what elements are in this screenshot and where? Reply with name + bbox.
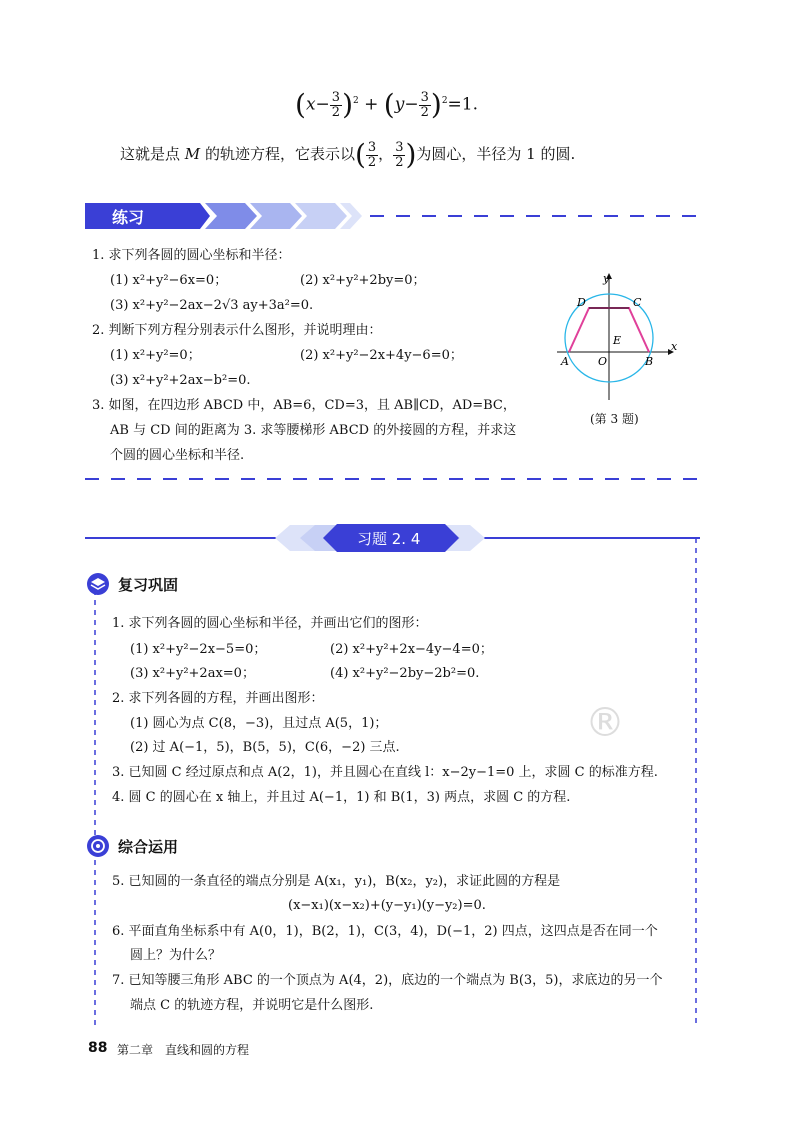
label-D: D [577, 296, 586, 309]
watermark-registered-icon: ® [585, 700, 625, 746]
practice-title: 练习 [112, 208, 145, 227]
target-icon [86, 834, 110, 858]
review-q4: 4. 圆 C 的圆心在 x 轴上，并且过 A(−1，1) 和 B(1，3) 两点，求圆 C 的方程. [112, 790, 571, 805]
review-q1-1: (1) x²+y²−2x−5=0； [130, 642, 267, 657]
apply-q6-line1: 6. 平面直角坐标系中有 A(0，1)，B(2，1)，C(3，4)，D(−1，2) 四点，这四点是否在同一个 [112, 924, 658, 939]
review-q2: 2. 求下列各圆的方程，并画出图形： [112, 691, 324, 706]
trajectory-equation: (x− $\frac{3}{2}$ )$^2$ + (y− $\frac{3}{2}$ )$^2$=1. [295, 88, 479, 121]
exercises-left-border [93, 590, 97, 1028]
review-q2-2: (2) 过 A(−1，5)，B(5，5)，C(6，−2) 三点. [130, 740, 400, 755]
layers-icon [86, 572, 110, 596]
label-x: x [671, 340, 678, 353]
figure-caption: (第 3 题) [590, 412, 639, 426]
review-q1: 1. 求下列各圆的圆心坐标和半径，并画出它们的图形： [112, 616, 428, 631]
conclusion-sentence: 这就是点 M 的轨迹方程，它表示以( $\frac{3}{2}$ ， $\frac{3}{2}$ )为圆心，半径为 1 的圆. [120, 138, 576, 171]
review-q1-4: (4) x²+y²−2by−2b²=0. [330, 666, 480, 681]
practice-divider [85, 476, 705, 482]
practice-q2: 2. 判断下列方程分别表示什么图形，并说明理由： [92, 323, 382, 338]
label-O: O [598, 355, 608, 368]
practice-banner [85, 203, 705, 229]
practice-q2-3: (3) x²+y²+2ax−b²=0. [110, 373, 251, 388]
practice-q1-1: (1) x²+y²−6x=0； [110, 273, 228, 288]
label-A: A [561, 355, 569, 368]
practice-q3-line2: AB 与 CD 间的距离为 3. 求等腰梯形 ABCD 的外接圆的方程，并求这 [110, 423, 517, 438]
practice-q3-line1: 3. 如图，在四边形 ABCD 中，AB=6，CD=3，且 AB∥CD，AD=BC， [92, 398, 516, 413]
apply-q6-line2: 圆上？为什么？ [130, 948, 222, 963]
apply-heading: 综合运用 [118, 838, 179, 856]
review-q2-1: (1) 圆心为点 C(8，−3)，且过点 A(5，1)； [130, 716, 388, 731]
practice-q1: 1. 求下列各圆的圆心坐标和半径： [92, 248, 291, 263]
practice-q2-2: (2) x²+y²−2x+4y−6=0； [300, 348, 463, 363]
review-q3: 3. 已知圆 C 经过原点和点 A(2，1)，并且圆心在直线 l：x−2y−1=0 上，求圆 C 的标准方程. [112, 765, 658, 780]
review-q1-2: (2) x²+y²+2x−4y−4=0； [330, 642, 493, 657]
chapter-title: 第二章 直线和圆的方程 [117, 1043, 250, 1057]
review-q1-3: (3) x²+y²+2ax=0； [130, 666, 255, 681]
label-y: y [603, 272, 610, 285]
review-heading: 复习巩固 [118, 576, 179, 594]
label-B: B [645, 355, 654, 368]
practice-q1-2: (2) x²+y²+2by=0； [300, 273, 426, 288]
apply-q5-line1: 5. 已知圆的一条直径的端点分别是 A(x₁，y₁)，B(x₂，y₂)，求证此圆的方程是 [112, 874, 561, 889]
page-number: 88 [88, 1040, 108, 1056]
exercises-title: 习题 2. 4 [357, 530, 421, 548]
exercises-right-border [694, 538, 698, 1028]
practice-q3-line3: 个圆的圆心坐标和半径. [110, 448, 245, 463]
practice-q2-1: (1) x²+y²=0； [110, 348, 201, 363]
apply-q7-line2: 端点 C 的轨迹方程，并说明它是什么图形. [130, 998, 374, 1013]
trapezoid-circle-figure [555, 268, 685, 408]
apply-q7-line1: 7. 已知等腰三角形 ABC 的一个顶点为 A(4，2)，底边的一个端点为 B(3，5)，求底边的另一个 [112, 973, 663, 988]
apply-q5-line2: (x−x₁)(x−x₂)+(y−y₁)(y−y₂)=0. [288, 898, 486, 913]
label-C: C [633, 296, 642, 309]
label-E: E [613, 334, 622, 347]
practice-q1-3: (3) x²+y²−2ax−2√3 ay+3a²=0. [110, 298, 314, 313]
